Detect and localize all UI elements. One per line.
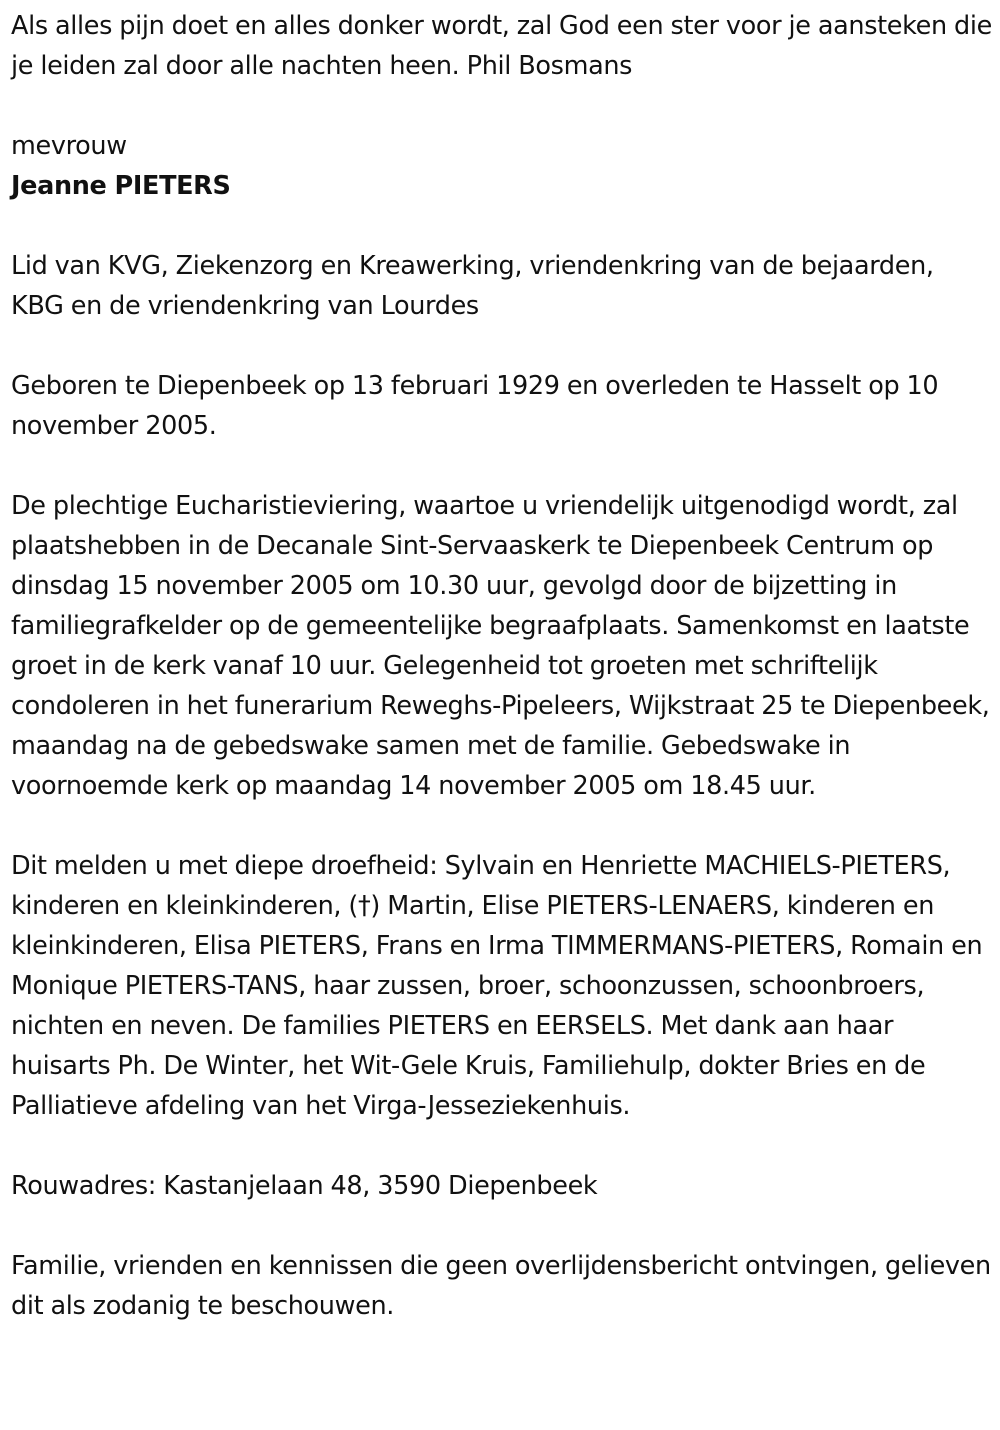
spacer — [11, 446, 993, 486]
spacer — [11, 206, 993, 246]
quote-paragraph: Als alles pijn doet en alles donker wordt, zal God een ster voor je aansteken die je leiden zal door alle nachten heen. Phil Bosmans — [11, 11, 992, 81]
salutation: mevrouw — [11, 131, 127, 161]
spacer — [11, 86, 993, 126]
deceased-name: Jeanne PIETERS — [11, 171, 231, 201]
spacer — [11, 1206, 993, 1246]
ceremony-paragraph: De plechtige Eucharistieviering, waartoe u vriendelijk uitgenodigd wordt, zal plaatshebben in de Decanale Sint-Servaaskerk te Diepenbeek Centrum op dinsdag 15 november 2005 om 10.30 uur, gevolgd door de bijzetting in familiegrafkelder op de gemeentelijke begraafplaats. Samenkomst en laatste groet in de kerk vanaf 10 uur. Gelegenheid tot groeten met schriftelijk condoleren in het funerarium Reweghs-Pipeleers, Wijkstraat 25 te Diepenbeek, maandag na de gebedswake samen met de familie. Gebedswake in voornoemde kerk op maandag 14 november 2005 om 18.45 uur. — [11, 491, 990, 801]
spacer — [11, 806, 993, 846]
mourning-address: Rouwadres: Kastanjelaan 48, 3590 Diepenbeek — [11, 1171, 598, 1201]
memberships-paragraph: Lid van KVG, Ziekenzorg en Kreawerking, vriendenkring van de bejaarden, KBG en de vriendenkring van Lourdes — [11, 251, 934, 321]
spacer — [11, 326, 993, 366]
closing-paragraph: Familie, vrienden en kennissen die geen overlijdensbericht ontvingen, gelieven dit als zodanig te beschouwen. — [11, 1251, 991, 1321]
announcement-paragraph: Dit melden u met diepe droefheid: Sylvain en Henriette MACHIELS-PIETERS, kinderen en kleinkinderen, (†) Martin, Elise PIETERS-LENAERS, kinderen en kleinkinderen, Elisa PIETERS, Frans en Irma TIMMERMANS-PIETERS, Romain en Monique PIETERS-TANS, haar zussen, broer, schoonzussen, schoonbroers, nichten en neven. De families PIETERS en EERSELS. Met dank aan haar huisarts Ph. De Winter, het Wit-Gele Kruis, Familiehulp, dokter Bries en de Palliatieve afdeling van het Virga-Jesseziekenhuis. — [11, 851, 983, 1121]
spacer — [11, 1126, 993, 1166]
birth-death-paragraph: Geboren te Diepenbeek op 13 februari 1929 en overleden te Hasselt op 10 november 2005. — [11, 371, 939, 441]
obituary-text — [11, 6, 993, 1326]
